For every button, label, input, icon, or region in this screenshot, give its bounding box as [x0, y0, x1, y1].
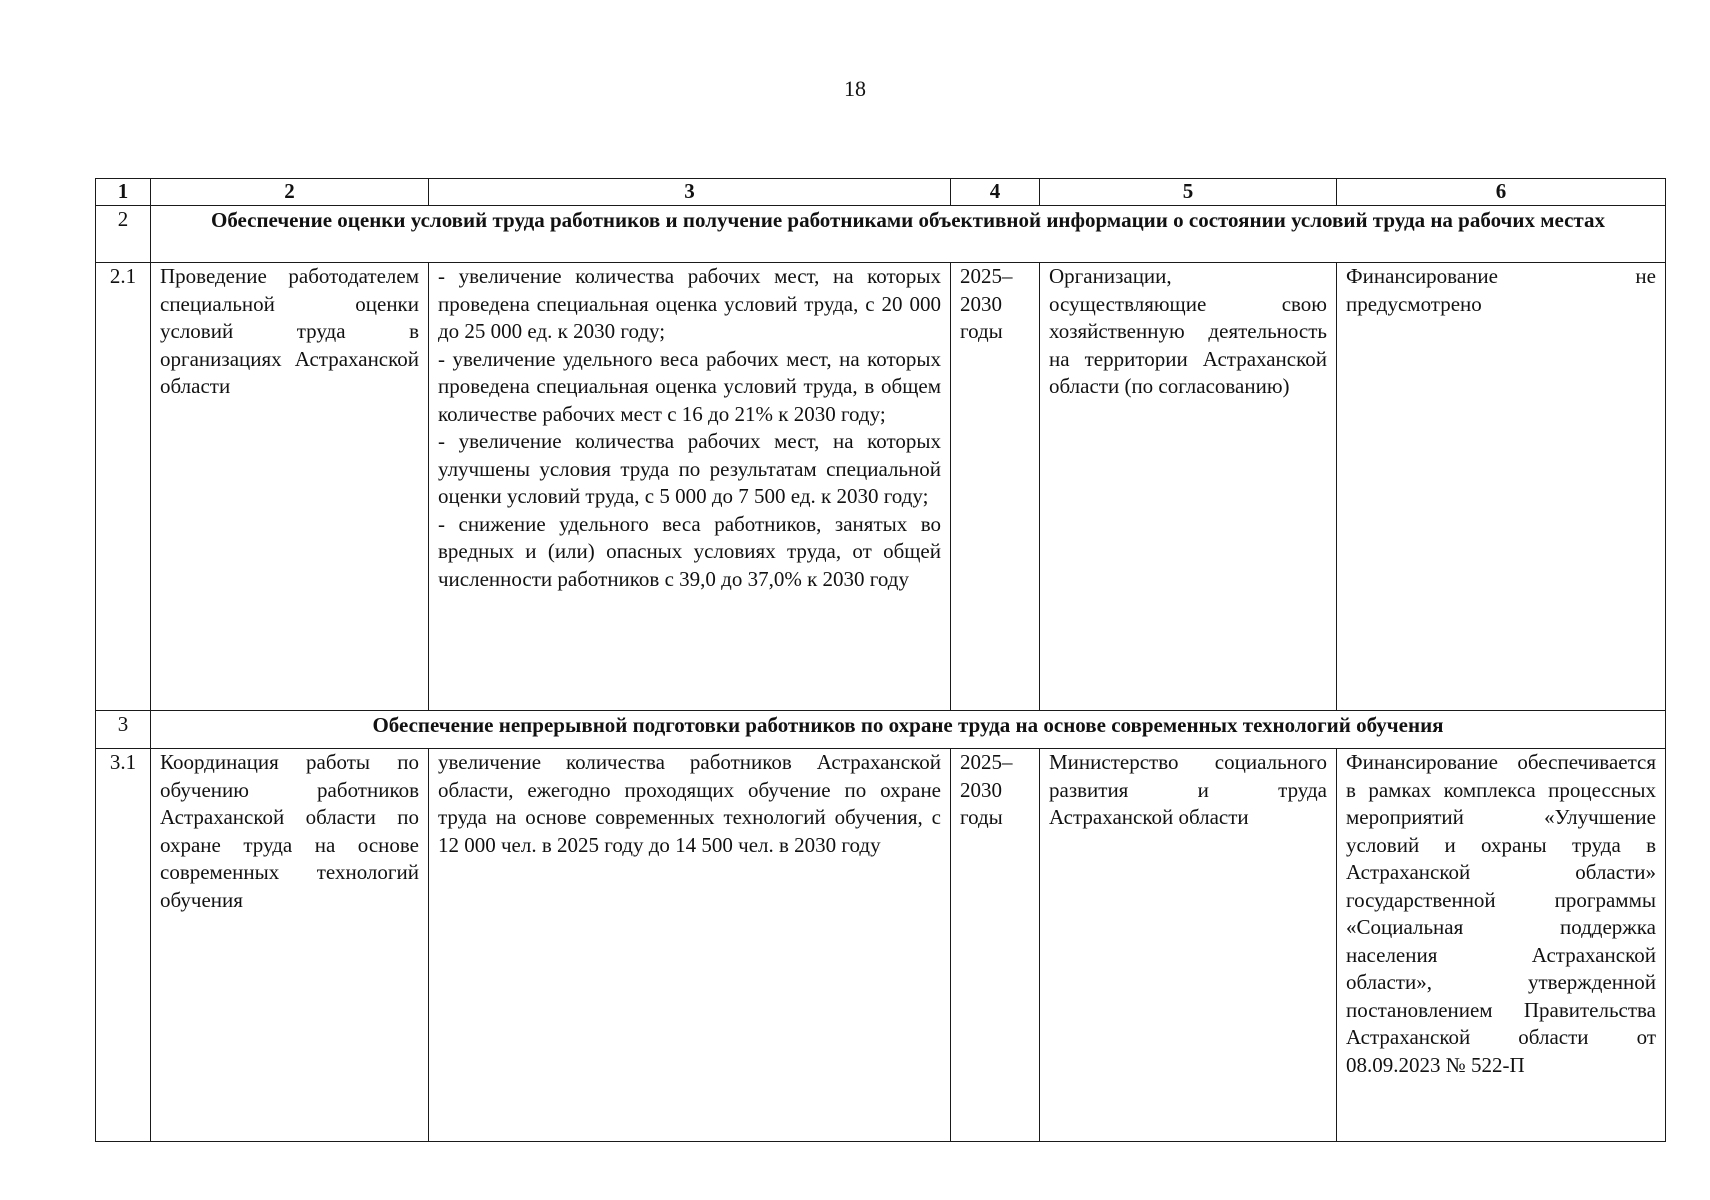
period-line: годы	[960, 319, 1003, 343]
section-title: Обеспечение непрерывной подготовки работников по охране труда на основе современных технологий обучения	[151, 711, 1666, 749]
column-header: 3	[429, 179, 951, 206]
row-number: 2.1	[96, 263, 151, 711]
column-header: 4	[951, 179, 1040, 206]
indicator-item: увеличение количества работников Астраханской области, ежегодно проходящих обучение по охране труда на основе современных технологий обучения, с 12 000 чел. в 2025 году до 14 500 чел. в 2030 году	[438, 750, 941, 857]
table-row	[96, 749, 1666, 1142]
period-cell	[951, 749, 1040, 1142]
indicator-item: - увеличение количества рабочих мест, на которых проведена специальная оценка условий труда, с 20 000 до 25 000 ед. к 2030 году;	[438, 264, 941, 343]
column-header: 5	[1040, 179, 1337, 206]
section-title: Обеспечение оценки условий труда работников и получение работниками объективной информации о состоянии условий труда на рабочих местах	[151, 206, 1666, 263]
column-header: 2	[151, 179, 429, 206]
section-row	[96, 711, 1666, 749]
indicators-cell	[429, 263, 951, 711]
indicator-item: - увеличение удельного веса рабочих мест, на которых проведена специальная оценка условий труда, в общем количестве рабочих мест с 16 до 21% к 2030 году;	[438, 346, 941, 426]
indicators-cell	[429, 749, 951, 1142]
table-header-row	[96, 179, 1666, 206]
section-number: 3	[96, 711, 151, 749]
section-number: 2	[96, 206, 151, 263]
column-header: 1	[96, 179, 151, 206]
measure-name-cell: Координация работы по обучению работников Астраханской области по охране труда на основе современных технологий обучения	[151, 749, 429, 1142]
measures-table	[95, 178, 1666, 1142]
section-row	[96, 206, 1666, 263]
financing-cell: Финансирование обеспечивается в рамках комплекса процессных мероприятий «Улучшение условий и охраны труда в Астраханской области» государственной программы «Социальная поддержка населения Астраханской области», утвержденной постановлением Правительства Астраханской области от 08.09.2023 № 522-П	[1337, 749, 1666, 1142]
column-header: 6	[1337, 179, 1666, 206]
executor-cell: Организации, осуществляющие свою хозяйственную деятельность на территории Астраханской области (по согласованию)	[1040, 263, 1337, 711]
period-line: 2025–	[960, 264, 1013, 288]
table-row	[96, 263, 1666, 711]
measure-name-cell: Проведение работодателем специальной оценки условий труда в организациях Астраханской области	[151, 263, 429, 711]
indicator-item: - снижение удельного веса работников, занятых во вредных и (или) опасных условиях труда, от общей численности работников с 39,0 до 37,0% к 2030 году	[438, 511, 941, 591]
row-number: 3.1	[96, 749, 151, 1142]
period-line: 2030	[960, 777, 1002, 802]
period-cell	[951, 263, 1040, 711]
indicator-item: - увеличение количества рабочих мест, на которых улучшены условия труда по результатам специальной оценки условий труда, с 5 000 до 7 500 ед. к 2030 году;	[438, 429, 941, 508]
executor-cell: Министерство социального развития и труда Астраханской области	[1040, 749, 1337, 1142]
period-line: 2025–	[960, 750, 1013, 774]
financing-cell: Финансирование не предусмотрено	[1337, 263, 1666, 711]
period-line: годы	[960, 805, 1003, 829]
page-number: 18	[844, 76, 866, 101]
period-line: 2030	[960, 291, 1002, 316]
